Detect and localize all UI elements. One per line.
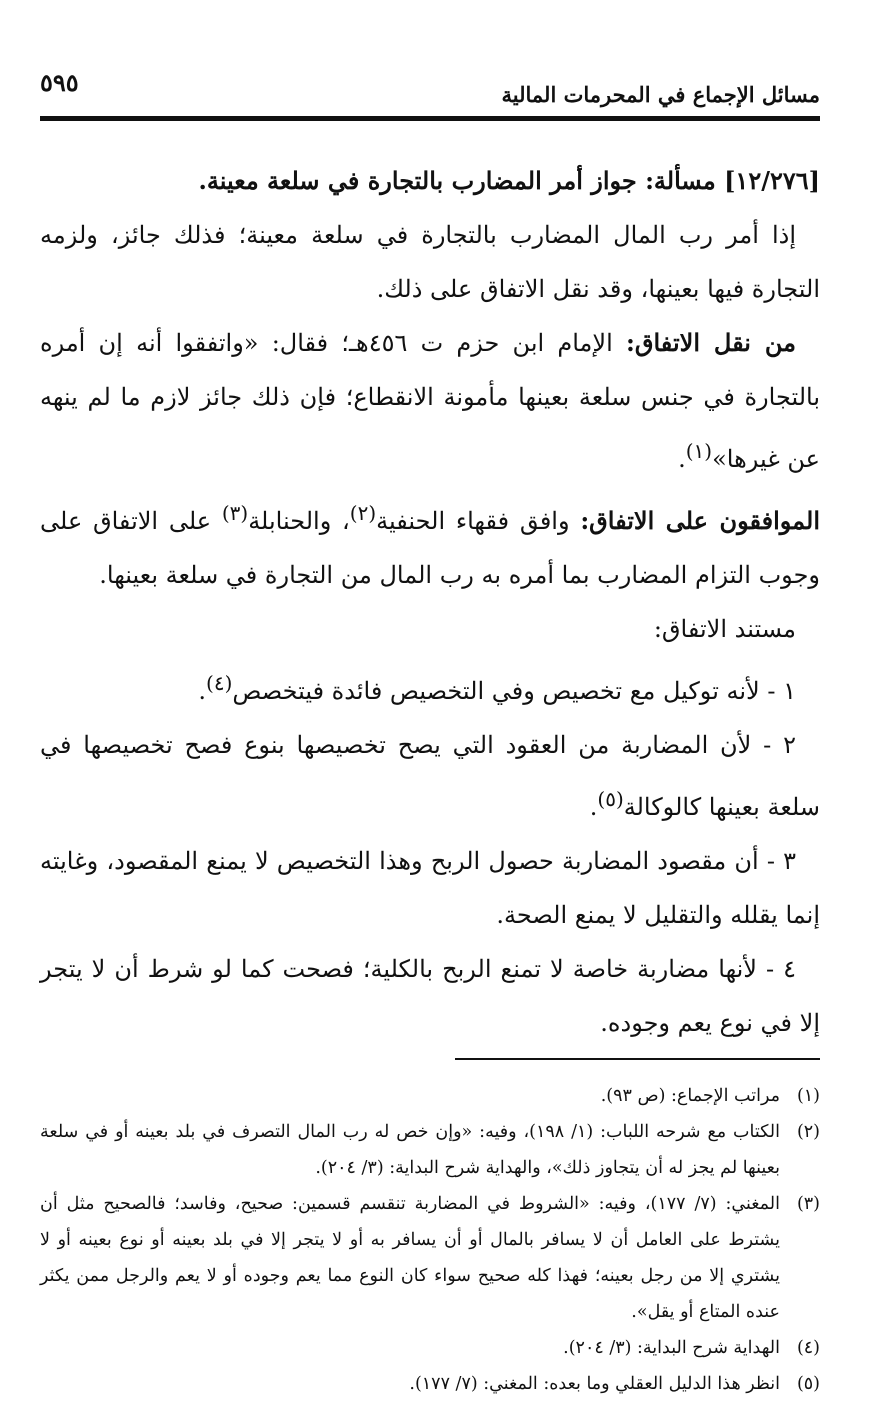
issue-number: [١٢/٢٧٦] bbox=[724, 166, 820, 195]
footnote-text: انظر هذا الدليل العقلي وما بعده: المغني: (٧/ ١٧٧). bbox=[409, 1374, 780, 1394]
agreeing-text-2: ، والحنابلة bbox=[248, 507, 350, 535]
basis-item-3: ٣ - أن مقصود المضاربة حصول الربح وهذا التخصيص لا يمنع المقصود، وغايته إنما يقلله والتقليل لا يمنع الصحة. bbox=[40, 847, 820, 929]
footnote-ref-2: (٢) bbox=[349, 501, 377, 525]
issue-heading bbox=[40, 154, 820, 208]
book-page bbox=[40, 60, 820, 1402]
page-header bbox=[40, 60, 820, 118]
footnote-number: (٤) bbox=[796, 1338, 820, 1358]
footnote-text: المغني: (٧/ ١٧٧)، وفيه: «الشروط في المضاربة تنقسم قسمين: صحيح، وفاسد؛ فالصحيح مثل أن يشترط على العامل أن لا يسافر بالمال أو أن يسافر به أو لا يتجر إلا في بلد بعينه أو نوع بعينه أو لا يشتري إلا من رجل بعينه؛ فهذا كله صحيح سواء كان النوع مما يعم وجوده أو لا يعم والرجل ممن يكثر عنده المتاع أو يقل». bbox=[40, 1194, 780, 1322]
footnote-text: الكتاب مع شرحه اللباب: (١/ ١٩٨)، وفيه: «وإن خص له رب المال التصرف في بلد بعينه أو في سلعة بعينها لم يجز له أن يتجاوز ذلك»، والهداية شرح البداية: (٣/ ٢٠٤). bbox=[40, 1122, 780, 1178]
transmission-paragraph bbox=[40, 316, 820, 486]
footnote-text: مراتب الإجماع: (ص ٩٣). bbox=[600, 1086, 780, 1106]
basis-item-text: ١ - لأنه توكيل مع تخصيص وفي التخصيص فائدة فيتخصص bbox=[232, 677, 796, 705]
footnote-ref-4: (٤) bbox=[206, 671, 233, 695]
basis-item-1 bbox=[40, 656, 820, 718]
basis-item-2 bbox=[40, 718, 820, 834]
transmission-text: الإمام ابن حزم ت ٤٥٦هـ؛ فقال: «واتفقوا أنه إن أمره بالتجارة في جنس سلعة بعينها مأمونة الانقطاع؛ فإن ذلك جائز لازم ما لم ينهه عن غيرها» bbox=[40, 329, 820, 473]
transmission-end: . bbox=[678, 445, 686, 473]
agreeing-label: الموافقون على الاتفاق: bbox=[580, 506, 821, 535]
footnote-1 bbox=[40, 1078, 820, 1114]
footnote-number: (١) bbox=[796, 1086, 820, 1106]
agreeing-text-1: وافق فقهاء الحنفية bbox=[376, 507, 570, 535]
footnote-5 bbox=[40, 1366, 820, 1402]
basis-item-end: . bbox=[198, 677, 206, 705]
footnote-4 bbox=[40, 1330, 820, 1366]
footnote-separator bbox=[40, 1050, 820, 1070]
footnote-number: (٣) bbox=[796, 1194, 820, 1214]
footnote-text: الهداية شرح البداية: (٣/ ٢٠٤). bbox=[563, 1338, 780, 1358]
basis-item-end: . bbox=[589, 793, 598, 821]
basis-item-4: ٤ - لأنها مضاربة خاصة لا تمنع الربح بالكلية؛ فصحت كما لو شرط أن لا يتجر إلا في نوع يعم وجوده. bbox=[40, 955, 820, 1037]
issue-title: مسألة: جواز أمر المضارب بالتجارة في سلعة معينة. bbox=[198, 166, 716, 195]
footnote-ref-3: (٣) bbox=[221, 501, 249, 525]
intro-paragraph: إذا أمر رب المال المضارب بالتجارة في سلعة معينة؛ فذلك جائز، ولزمه التجارة فيها بعينها، وقد نقل الاتفاق على ذلك. bbox=[40, 221, 820, 303]
footnote-3 bbox=[40, 1186, 820, 1330]
main-text bbox=[40, 154, 820, 1050]
header-rule bbox=[40, 116, 820, 121]
agreeing-text-3: على الاتفاق على وجوب التزام المضارب بما أمره به رب المال من التجارة في سلعة بعينها. bbox=[40, 507, 820, 589]
footnote-number: (٥) bbox=[796, 1374, 820, 1394]
footnotes bbox=[40, 1078, 820, 1402]
page-number: ٥٩٥ bbox=[40, 68, 79, 97]
running-title: مسائل الإجماع في المحرمات المالية bbox=[501, 82, 820, 107]
agreeing-paragraph bbox=[40, 486, 820, 602]
basis-item-text: ٢ - لأن المضاربة من العقود التي يصح تخصيصها بنوع فصح تخصيصها في سلعة بعينها كالوكالة bbox=[40, 731, 820, 821]
footnote-number: (٢) bbox=[796, 1122, 820, 1142]
basis-label: مستند الاتفاق: bbox=[653, 615, 796, 643]
transmission-label: من نقل الاتفاق: bbox=[626, 328, 796, 357]
footnote-2 bbox=[40, 1114, 820, 1186]
footnote-ref-1: (١) bbox=[685, 439, 713, 463]
footnote-rule bbox=[455, 1058, 820, 1060]
footnote-ref-5: (٥) bbox=[597, 787, 624, 811]
